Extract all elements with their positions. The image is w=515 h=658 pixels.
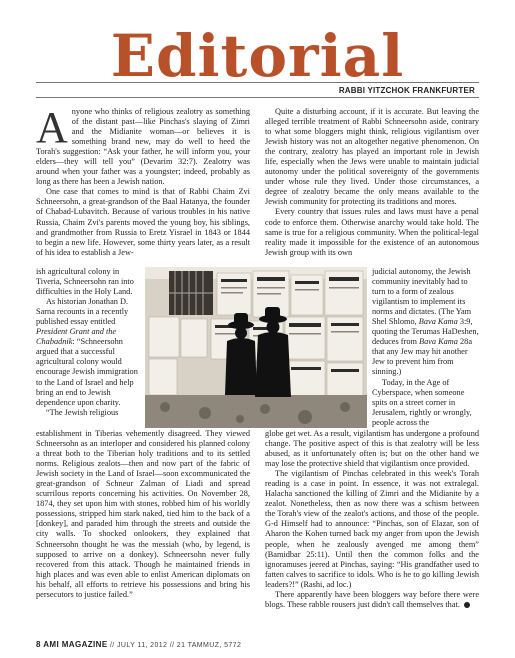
byline: RABBI YITZCHOK FRANKFURTER [338, 86, 475, 95]
street-photo-illustration [145, 267, 367, 428]
byline-rule [36, 97, 479, 98]
magazine-name: AMI MAGAZINE [43, 640, 108, 649]
right-narrow-1b: 3:9, quoting the Terumas HaDeshen, deduces from [372, 317, 479, 347]
right-narrow-1a: judicial autonomy, the Jewish community inevitably had to turn to a form of zealous vigilantism to implement its norms and dictates. (The Yam Shel Shlomo, [372, 267, 472, 327]
footer-date: JULY 11, 2012 [117, 642, 168, 649]
left-paragraph-3: establishment in Tiberias vehemently disagreed. They viewed Schneersohn as an interloper and considered his planned colony a threat both to the Tiberian holy traditions and to its settled norms. Religious zealots—then and now part of the fabric of Jewish society in the Land of Israel—soon excommunicated the great-grandson of Schneur Zalman of Liadi and spread scurrilous reports concerning his activities. On November 28, 1874, they set upon him with stones, robbed him of his worldly possessions, stripped him stark naked, tied him to the back of a [donkey], and paraded him through the streets and outside the city walls. To shocked onlookers, they explained that Schneersohn thought he was the messiah (who, by legend, is supposed to arrive on a donkey). Schneersohn never fully recovered from this attack. Though he maintained friends in high places and was even able to enlist American diplomats on his behalf, all efforts to retrieve his possessions and bring his persecutors to justice failed.” [36, 429, 250, 599]
right-column-narrow [372, 267, 479, 429]
end-mark-icon [464, 602, 470, 608]
left-narrow-2a: As historian Jonathan D. Sarna recounts in a recently published essay entitled [36, 297, 129, 327]
top-rule [36, 82, 479, 83]
right-paragraph-3: globe get wet. As a result, vigilantism has undergone a profound change. The positive aspect of this is that zealotry will be less abused, as it unfortunately often is; but on the other hand we may lose the protective shield that vigilantism once provided. [265, 429, 479, 469]
page-number: 8 [36, 640, 41, 649]
right-narrow-title-2: Bava Kama [419, 337, 458, 347]
left-narrow-3: “The Jewish religious [46, 407, 119, 417]
right-paragraph-2: Every country that issues rules and laws must have a penal code to enforce them. Otherwise anarchy would take hold. The same is true for a religious community. When the political-legal reality made it impossible for the existence of an autonomous Jewish group with its own [265, 207, 479, 257]
left-paragraph-2: One case that comes to mind is that of Rabbi Chaim Zvi Schneersohn, a great-grandson of the Baal Hatanya, the founder of Chabad-Lubavitch. Because of various troubles in his native Russia, Chaim Zvi's parents moved the young boy, his siblings, and grandmother from Russia to Eretz Yisrael in 1843 or 1844 to begin a new life. However, some thirty years later, as a result of his idea to establish a Jew- [36, 187, 250, 257]
right-narrow-title-1: Bava Kama [418, 317, 458, 327]
page-footer: 8 AMI MAGAZINE // JULY 11, 2012 // 21 TAMMUZ, 5772 [36, 640, 242, 649]
right-narrow-1c: 28a that any Jew may hit another Jew to prevent him from sinning.) [372, 337, 473, 377]
right-paragraph-4: The vigilantism of Pinchas celebrated in this week's Torah reading is a case in point. In essence, it was not extralegal. Halacha sanctioned the killing of Zimri and the Midianite by a zealot. Nonetheless, then as now there was a schism between the Torah's view of the zealot's actions, and those of the people. G-d Himself had to announce: “Pinchas, son of Elazar, son of Aharon the Kohen turned back my anger from upon the Jewish people, when he zealously avenged me among them” (Bamidbar 25:11). Until then the common folks and the ignoramuses jeered at Pinchas, saying: “His grandfather used to fatten calves to sacrifice to idols. Who is he to go killing Jewish leaders?!” (Rashi, ad loc.) [265, 469, 479, 589]
footer-hebrew-date: 21 TAMMUZ, 5772 [176, 642, 242, 649]
left-narrow-2b: : “Schneersohn argued that a successful agricultural colony would encourage Jewish immigration to the Land of Israel and help bring an end to Jewish dependence upon charity. [36, 337, 138, 407]
left-narrow-1: ish agricultural colony in Tiveria, Schneersohn ran into difficulties in the Holy Land. [36, 267, 134, 297]
street-photo [145, 267, 367, 428]
drop-cap: A [36, 107, 68, 152]
right-paragraph-1: Quite a disturbing account, if it is accurate. But leaving the alleged terrible treatment of Rabbi Schneersohn aside, contrary to what some bloggers might think, religious vigilantism over Jewish history was not an altogether negative phenomenon. On the contrary, zealotry has played an important role in Jewish life, especially when the Jews were unable to maintain judicial autonomy under the political sovereignty of the governments under whose rule they lived. Under those circumstances, a degree of zealotry became the only means available to the Jewish community for protecting its traditions and mores. [265, 107, 479, 207]
right-column-bottom [265, 429, 479, 635]
left-column-top [36, 107, 250, 267]
left-column-narrow [36, 267, 140, 429]
left-paragraph-1: nyone who thinks of religious zealotry as something of the distant past—like Pinchas's slaying of Zimri and the Midianite woman—or believes it is something brand new, may do well to heed the Torah's suggestion: “Ask your father, he will inform you, your elders—they will tell you” (Devarim 32:7). Zealotry was around when your father was a youngster; indeed, probably as long as there has been a Jewish nation. [36, 107, 250, 187]
left-column-bottom [36, 429, 250, 635]
masthead-title: Editorial [110, 22, 405, 90]
right-paragraph-5: There apparently have been bloggers way before there were blogs. These rabble rousers just didn't call themselves that. [265, 589, 479, 609]
right-narrow-2: Today, in the Age of Cyberspace, when someone spits on a street corner in Jerusalem, rightly or wrongly, people across the [372, 377, 472, 427]
right-column-top [265, 107, 479, 267]
essay-title: President Grant and the Chabadnik [36, 327, 117, 347]
